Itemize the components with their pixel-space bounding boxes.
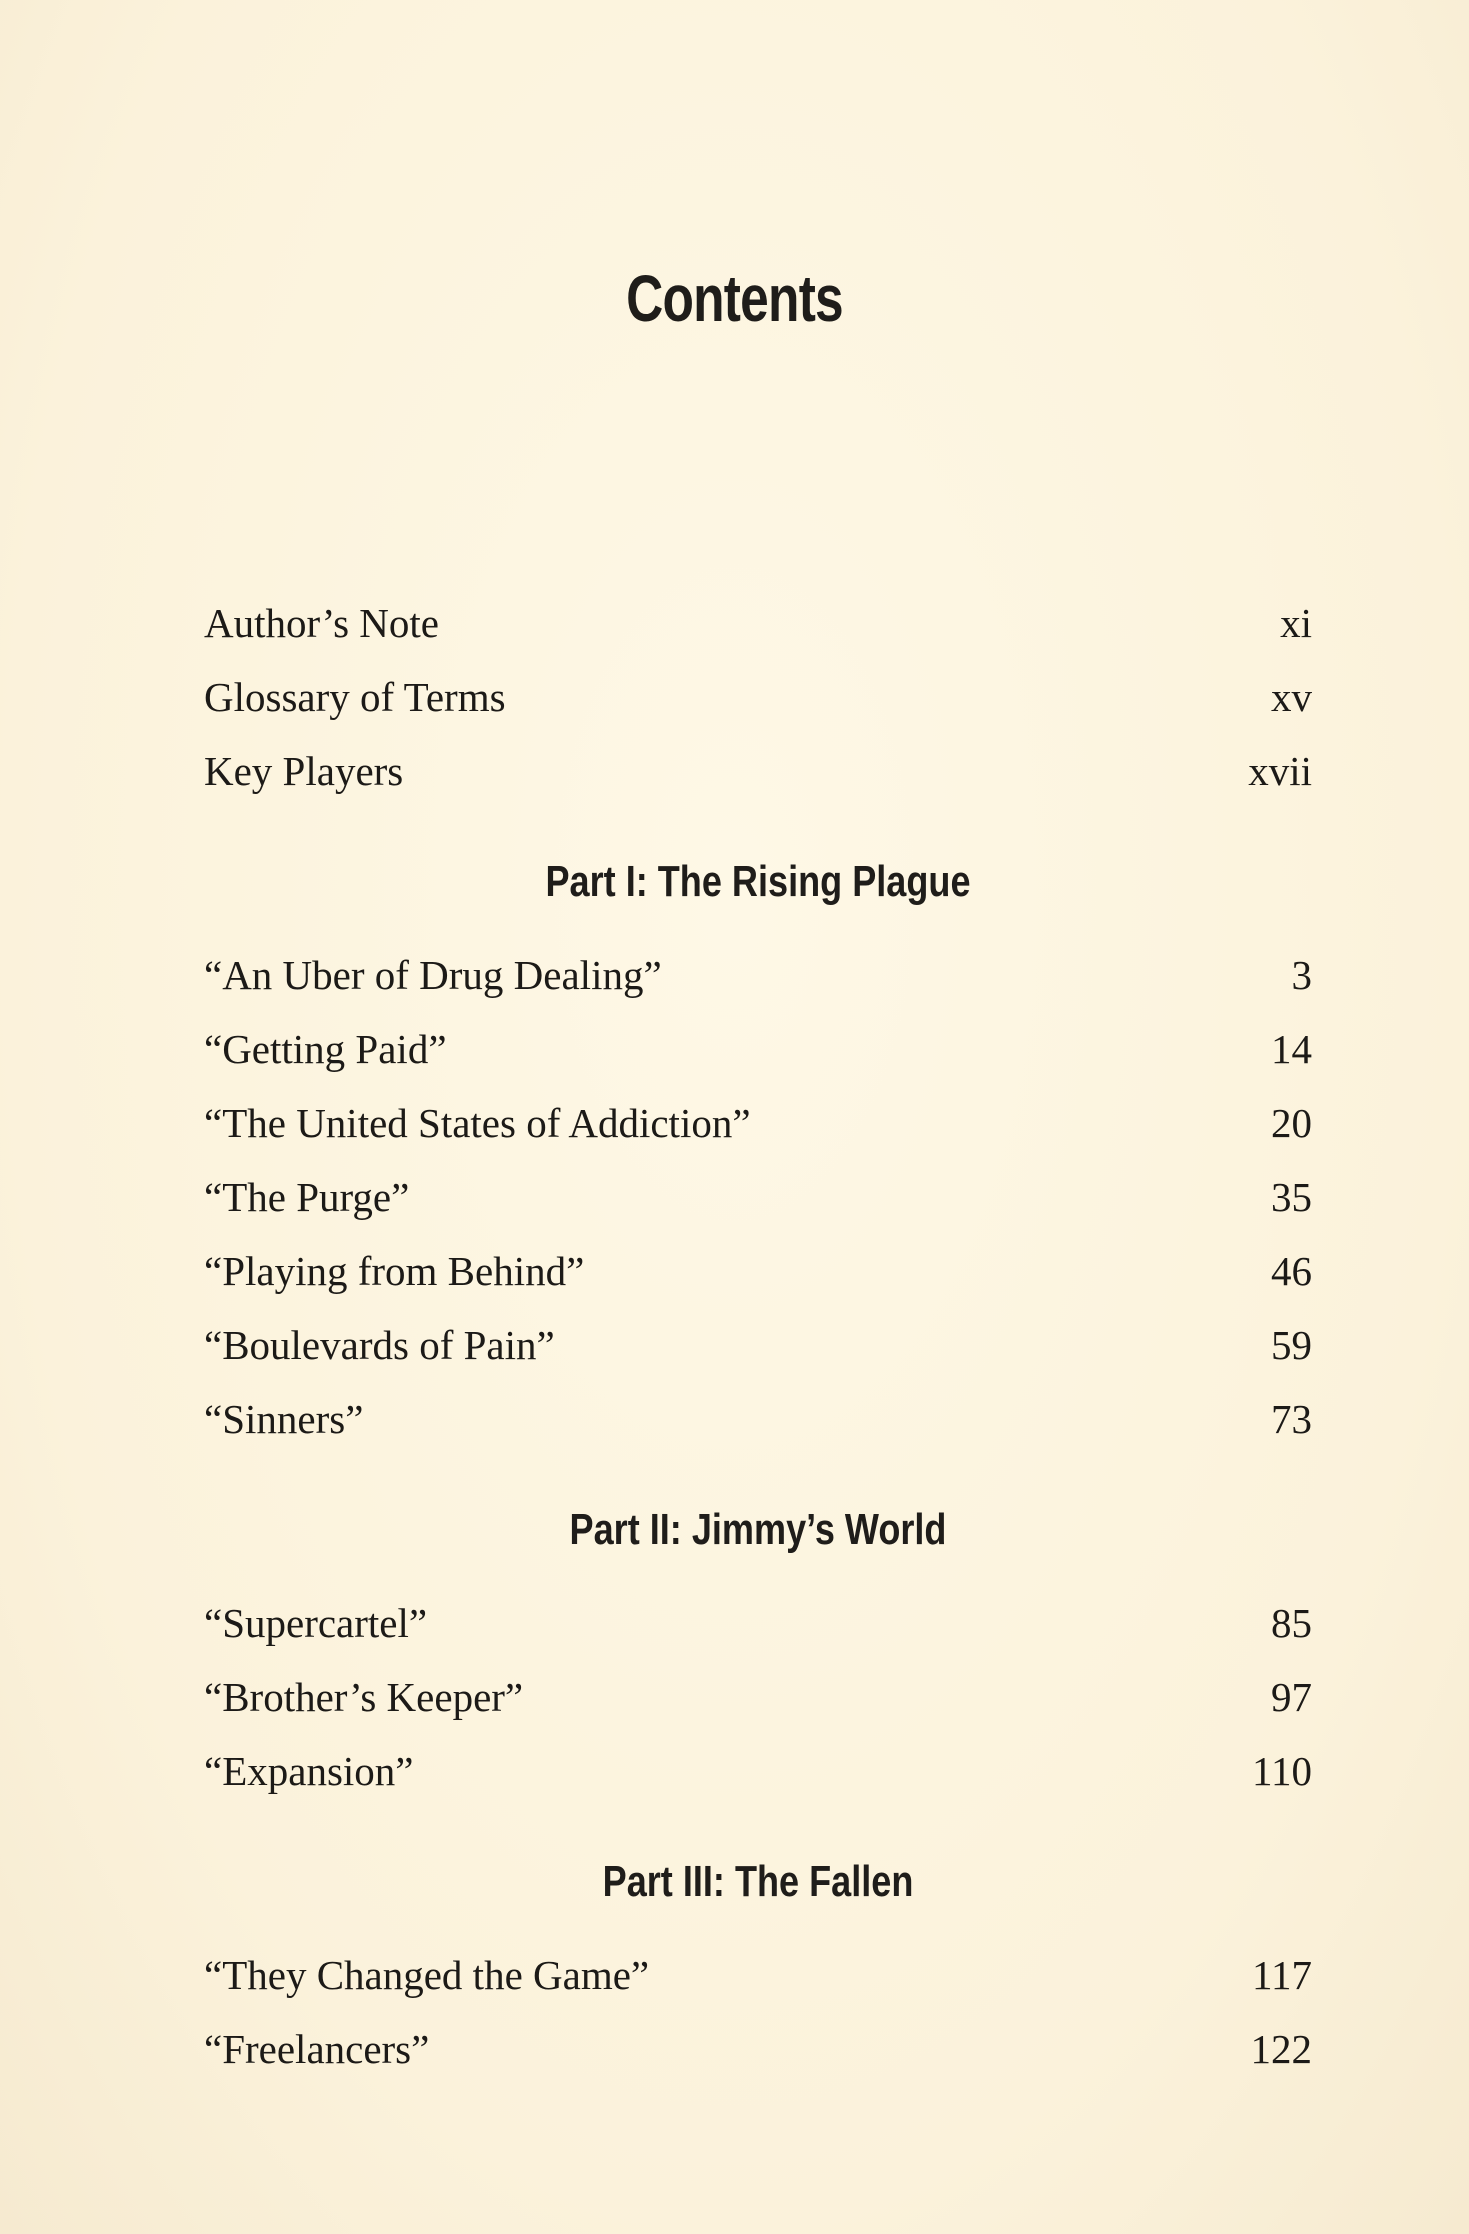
toc-entry[interactable] xyxy=(204,1660,1312,1734)
toc-entry[interactable] xyxy=(204,1938,1312,2012)
toc-entry[interactable] xyxy=(204,660,1312,734)
toc-entry-page: 3 xyxy=(1291,952,1312,998)
toc-entry-page: 46 xyxy=(1271,1248,1312,1294)
toc-entry-page: 97 xyxy=(1271,1674,1312,1720)
toc-entry-title: “Sinners” xyxy=(204,1396,364,1442)
part-heading: Part I: The Rising Plague xyxy=(545,857,971,906)
toc-entry-title: “Boulevards of Pain” xyxy=(204,1322,555,1368)
toc-entry-page: 14 xyxy=(1271,1026,1312,1072)
toc-entry-title: Key Players xyxy=(204,748,404,794)
toc-entry[interactable] xyxy=(204,586,1312,660)
toc-entry-page: xv xyxy=(1271,674,1312,720)
toc-entry[interactable] xyxy=(204,938,1312,1012)
toc-entry-title: “Freelancers” xyxy=(204,2026,430,2072)
toc-entry[interactable] xyxy=(204,734,1312,808)
toc-entry-page: 59 xyxy=(1271,1322,1312,1368)
toc-entry-title: “Supercartel” xyxy=(204,1600,428,1646)
toc-entry-page: 73 xyxy=(1271,1396,1312,1442)
toc-entry-title: “An Uber of Drug Dealing” xyxy=(204,952,662,998)
toc-entry-page: 85 xyxy=(1271,1600,1312,1646)
toc-entry-title: Glossary of Terms xyxy=(204,674,506,720)
part-heading: Part II: Jimmy’s World xyxy=(569,1505,947,1554)
page-title: Contents xyxy=(626,261,843,335)
toc-entry-title: “The Purge” xyxy=(204,1174,410,1220)
table-of-contents xyxy=(204,586,1312,2086)
toc-entry-page: 35 xyxy=(1271,1174,1312,1220)
toc-entry-title: Author’s Note xyxy=(204,600,439,646)
toc-entry-title: “Brother’s Keeper” xyxy=(204,1674,524,1720)
toc-entry[interactable] xyxy=(204,2012,1312,2086)
toc-entry-title: “Playing from Behind” xyxy=(204,1248,585,1294)
toc-entry-page: 117 xyxy=(1252,1952,1312,1998)
toc-entry[interactable] xyxy=(204,1234,1312,1308)
toc-entry-page: 122 xyxy=(1250,2026,1312,2072)
toc-entry-title: “Getting Paid” xyxy=(204,1026,447,1072)
toc-entry-page: xi xyxy=(1280,600,1312,646)
toc-entry-page: 20 xyxy=(1271,1100,1312,1146)
toc-entry[interactable] xyxy=(204,1734,1312,1808)
toc-entry-title: “The United States of Addiction” xyxy=(204,1100,751,1146)
toc-entry-title: “Expansion” xyxy=(204,1748,414,1794)
toc-entry[interactable] xyxy=(204,1586,1312,1660)
toc-entry-page: 110 xyxy=(1252,1748,1312,1794)
toc-entry-page: xvii xyxy=(1248,748,1312,794)
part-heading: Part III: The Fallen xyxy=(602,1857,914,1906)
toc-entry-title: “They Changed the Game” xyxy=(204,1952,650,1998)
toc-entry[interactable] xyxy=(204,1160,1312,1234)
toc-entry[interactable] xyxy=(204,1086,1312,1160)
toc-entry[interactable] xyxy=(204,1012,1312,1086)
toc-entry[interactable] xyxy=(204,1308,1312,1382)
toc-entry[interactable] xyxy=(204,1382,1312,1456)
